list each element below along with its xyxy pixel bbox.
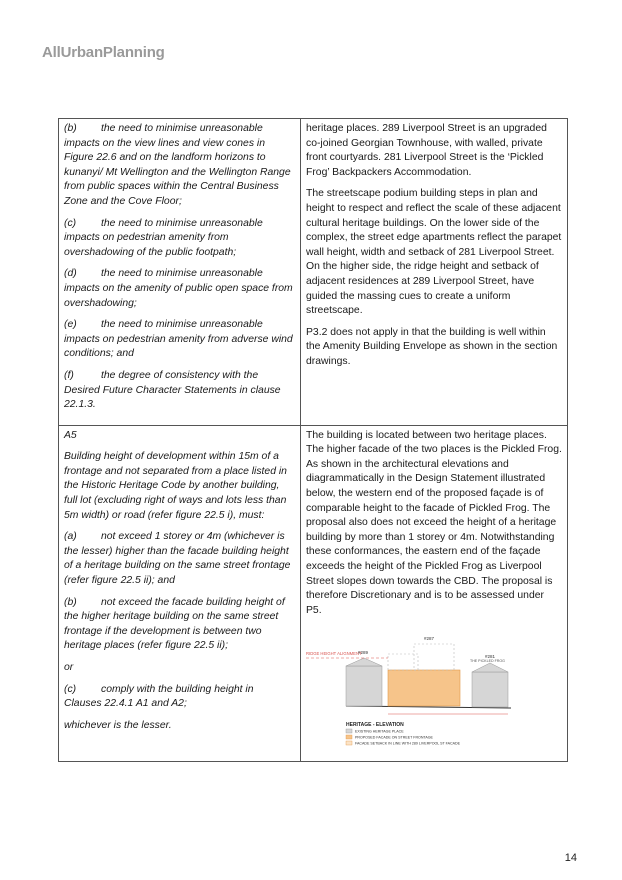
clause-text: the need to minimise unreasonable bbox=[101, 319, 263, 331]
assessment-table bbox=[58, 118, 568, 762]
clause-item bbox=[64, 217, 295, 261]
clause-item bbox=[64, 530, 295, 588]
page-number: 14 bbox=[564, 852, 577, 864]
label-287: #287 bbox=[424, 636, 435, 642]
clause-text: impacts on the amenity of public open space from overshadowing; bbox=[64, 282, 293, 309]
clause-text: the need to minimise unreasonable bbox=[101, 268, 263, 280]
diagram-title: HERITAGE - ELEVATION bbox=[346, 722, 404, 729]
response-paragraph: The streetscape podium building steps in plan and height to respect and reflect the scale of these adjacent cultural heritage buildings. On the lower side of the complex, the street edge apartments reflect the parapet wall height, width and setback of 281 Liverpool Street. On the higher side, the ridge height and setback of adjacent residences at 289 Liverpool Street, have guided the massing cues to create a uniform streetscape. bbox=[306, 188, 562, 317]
clause-text: Clauses 22.4.1 A1 and A2; bbox=[64, 698, 187, 710]
clause-text: impacts on pedestrian amenity from overshadowing of the public footpath; bbox=[64, 232, 237, 258]
legend-item: PROPOSED FACADE ON STREET FRONTAGE bbox=[355, 735, 433, 740]
response-cell bbox=[301, 425, 568, 761]
clause-intro: Building height of development within 15m of a frontage and not separated from a place listed in the Historic Heritage Code by another building, full lot (excluding right of ways and lots less than 5m width) or road (refer figure 22.5 i), must: bbox=[64, 451, 287, 521]
clause-text: the higher heritage building on the same street frontage if the development is between two heritage places (refer figure 22.5 ii); bbox=[64, 611, 279, 652]
clause-label: (a) bbox=[64, 531, 77, 543]
proposed-facade bbox=[388, 670, 460, 706]
heritage-elevation-diagram bbox=[306, 632, 562, 756]
clause-label: (b) bbox=[64, 123, 77, 134]
clause-text: comply with the building height in bbox=[101, 683, 254, 695]
clause-label: (b) bbox=[64, 596, 77, 608]
clause-text: Desired Future Character Statements in clause 22.1.3. bbox=[64, 384, 281, 411]
clause-text: the need to minimise unreasonable bbox=[101, 123, 263, 134]
ridge-label: RIDGE HEIGHT ALIGNMENT bbox=[306, 651, 362, 657]
legend-item: EXISTING HERITAGE PLACE bbox=[355, 729, 404, 734]
clause-item bbox=[64, 596, 295, 654]
building-281 bbox=[472, 672, 508, 707]
clause-item bbox=[64, 267, 295, 311]
label-281: #281 bbox=[485, 654, 496, 660]
table-row bbox=[59, 425, 568, 761]
response-paragraph: heritage places. 289 Liverpool Street is an upgraded co-joined Georgian Townhouse, with walled, private front courtyards. 281 Liverpool Street is the ‘Pickled Frog’ Backpackers Accommodation. bbox=[306, 123, 547, 178]
label-289: #289 bbox=[358, 650, 369, 656]
response-paragraph: The building is located between two heritage places. The higher facade of the two places is the Pickled Frog. As shown in the architectural elevations and diagrammatically in the Design Statement illustrated below, the western end of the proposed façade is of comparable height to the facade of Pickled Frog. The proposal also does not exceed the height of a heritage building by more than 1 storey or 4m. Notwithstanding these conformances, the eastern end of the façade exceeds the height of the Pickled Frog as Liverpool Street slopes down towards the CBD. The proposal is therefore Discretionary and is to be assessed under P5. bbox=[306, 429, 562, 616]
label-frog: THE PICKLED FROG bbox=[470, 659, 505, 664]
clause-label: (c) bbox=[64, 683, 77, 695]
clause-text: the need to minimise unreasonable bbox=[101, 217, 263, 229]
criteria-cell bbox=[59, 119, 301, 426]
clause-heading: A5 bbox=[64, 429, 77, 441]
clause-item bbox=[64, 683, 295, 712]
clause-text: the lesser) higher than the facade building height of a heritage building on the same street frontage (refer figure 22.5 ii); and bbox=[64, 545, 291, 587]
clause-label: (e) bbox=[64, 319, 77, 331]
response-paragraph: P3.2 does not apply in that the building is well within the Amenity Building Envelope as shown in the section drawings. bbox=[306, 326, 558, 367]
clause-item bbox=[64, 318, 295, 362]
response-cell bbox=[301, 119, 568, 426]
clause-label: (d) bbox=[64, 268, 77, 280]
table-row bbox=[59, 119, 568, 426]
clause-item bbox=[64, 122, 295, 210]
clause-item bbox=[64, 369, 295, 413]
clause-text: not exceed 1 storey or 4m (whichever is bbox=[101, 531, 285, 543]
clause-label: (c) bbox=[64, 217, 77, 229]
criteria-cell bbox=[59, 425, 301, 761]
building-289 bbox=[346, 666, 382, 706]
closing-text: whichever is the lesser. bbox=[64, 719, 172, 731]
logo: AllUrbanPlanning bbox=[42, 44, 165, 61]
legend-item: FACADE SETBACK IN LINE WITH 289 LIVERPOOL ST FACADE bbox=[355, 741, 461, 746]
clause-text: impacts on pedestrian amenity from adverse wind conditions; and bbox=[64, 333, 293, 360]
clause-text: the degree of consistency with the bbox=[101, 369, 259, 381]
clause-label: (f) bbox=[64, 369, 74, 381]
or-text: or bbox=[64, 662, 74, 673]
clause-text: impacts on the view lines and view cones in Figure 22.6 and on the landform horizons to kunanyi/ Mt Wellington and the Wellington Range from public spaces within the Central Business Zone and the Cove Floor; bbox=[64, 137, 291, 207]
clause-text: not exceed the facade building height of bbox=[101, 596, 285, 608]
